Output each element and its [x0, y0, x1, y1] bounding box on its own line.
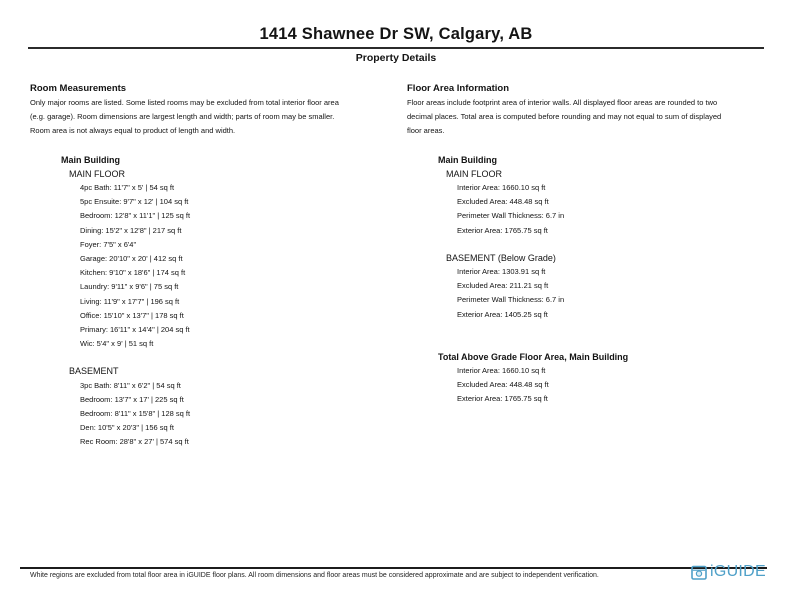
room-line: Bedroom: 8'11" x 15'8" | 128 sq ft	[80, 409, 191, 419]
building-heading: Main Building	[438, 154, 497, 165]
stat-line: Interior Area: 1660.10 sq ft	[457, 183, 546, 193]
floor-area-column	[407, 82, 769, 407]
floor-label: MAIN FLOOR	[446, 168, 503, 179]
page-subtitle: Property Details	[355, 52, 437, 64]
room-line: Office: 15'10" x 13'7" | 178 sq ft	[80, 310, 184, 320]
room-line: 3pc Bath: 8'11" x 6'2" | 54 sq ft	[80, 380, 181, 390]
room-line: Rec Room: 28'8" x 27' | 574 sq ft	[80, 437, 189, 447]
description-line: (e.g. garage). Room dimensions are largest length and width; parts of room may be smaller.	[30, 112, 335, 122]
building-heading: Main Building	[61, 154, 120, 165]
room-line: Foyer: 7'5" x 6'4"	[80, 239, 137, 249]
room-line: Primary: 16'11" x 14'4" | 204 sq ft	[80, 325, 190, 335]
room-measurements-heading: Room Measurements	[30, 83, 127, 94]
stat-line: Perimeter Wall Thickness: 6.7 in	[457, 295, 565, 305]
description-line: Floor areas include footprint area of interior walls. All displayed floor areas are rounded to two	[407, 98, 718, 107]
main-floor-rooms-block	[30, 167, 394, 352]
iguide-camera-icon	[691, 565, 707, 580]
stat-line: Exterior Area: 1765.75 sq ft	[457, 225, 548, 235]
stat-line: Excluded Area: 448.48 sq ft	[457, 197, 549, 207]
room-measurements-description	[30, 96, 394, 139]
main-building-areas-section	[407, 153, 769, 407]
description-line: decimal places. Total area is computed before rounding and may not equal to sum of displayed	[407, 112, 722, 122]
stat-line: Exterior Area: 1765.75 sq ft	[457, 394, 548, 404]
stat-line: Excluded Area: 211.21 sq ft	[457, 281, 549, 291]
room-line: Garage: 20'10" x 20' | 412 sq ft	[80, 254, 183, 264]
total-above-grade-block	[407, 350, 769, 407]
room-line: Wic: 5'4" x 9' | 51 sq ft	[80, 339, 154, 349]
footer-disclaimer: White regions are excluded from total floor area in iGUIDE floor plans. All room dimensions and floor areas must be considered approximate and are subject to independent verification.	[30, 572, 599, 579]
description-line: Room area is not always equal to product of length and width.	[30, 126, 236, 136]
room-line: Living: 11'9" x 17'7" | 196 sq ft	[80, 296, 180, 306]
room-line: Dining: 15'2" x 12'8" | 217 sq ft	[80, 225, 182, 235]
stat-line: Interior Area: 1303.91 sq ft	[457, 267, 546, 277]
floor-area-description	[407, 96, 769, 139]
basement-rooms-block	[30, 364, 394, 449]
room-line: Bedroom: 13'7" x 17' | 225 sq ft	[80, 394, 184, 404]
stat-line: Excluded Area: 448.48 sq ft	[457, 380, 549, 390]
room-line: 4pc Bath: 11'7" x 5' | 54 sq ft	[80, 183, 175, 193]
room-line: Laundry: 9'11" x 9'6" | 75 sq ft	[80, 282, 179, 292]
room-line: 5pc Ensuite: 9'7" x 12' | 104 sq ft	[80, 197, 189, 207]
room-line: Bedroom: 12'8" x 11'1" | 125 sq ft	[80, 211, 191, 221]
floor-label: MAIN FLOOR	[69, 168, 126, 179]
basement-areas-block	[407, 251, 769, 322]
room-line: Kitchen: 9'10" x 18'6" | 174 sq ft	[80, 268, 186, 278]
main-building-rooms-section	[30, 153, 394, 450]
total-heading: Total Above Grade Floor Area, Main Building	[438, 351, 629, 362]
floor-label: BASEMENT (Below Grade)	[446, 252, 556, 263]
iguide-logo	[691, 563, 766, 581]
footer-divider	[20, 567, 767, 569]
description-line: Only major rooms are listed. Some listed rooms may be excluded from total interior floor area	[30, 98, 339, 107]
header-divider	[28, 47, 764, 49]
stat-line: Perimeter Wall Thickness: 6.7 in	[457, 211, 565, 221]
iguide-logo-text: iGUIDE	[709, 563, 766, 580]
description-line: floor areas.	[407, 126, 445, 136]
stat-line: Exterior Area: 1405.25 sq ft	[457, 309, 548, 319]
page-title: 1414 Shawnee Dr SW, Calgary, AB	[259, 25, 533, 43]
stat-line: Interior Area: 1660.10 sq ft	[457, 366, 546, 376]
floor-area-heading: Floor Area Information	[407, 83, 510, 94]
main-floor-areas-block	[407, 167, 769, 238]
room-measurements-column	[30, 82, 394, 450]
floor-label: BASEMENT	[69, 366, 119, 377]
room-line: Den: 10'5" x 20'3" | 156 sq ft	[80, 423, 174, 433]
